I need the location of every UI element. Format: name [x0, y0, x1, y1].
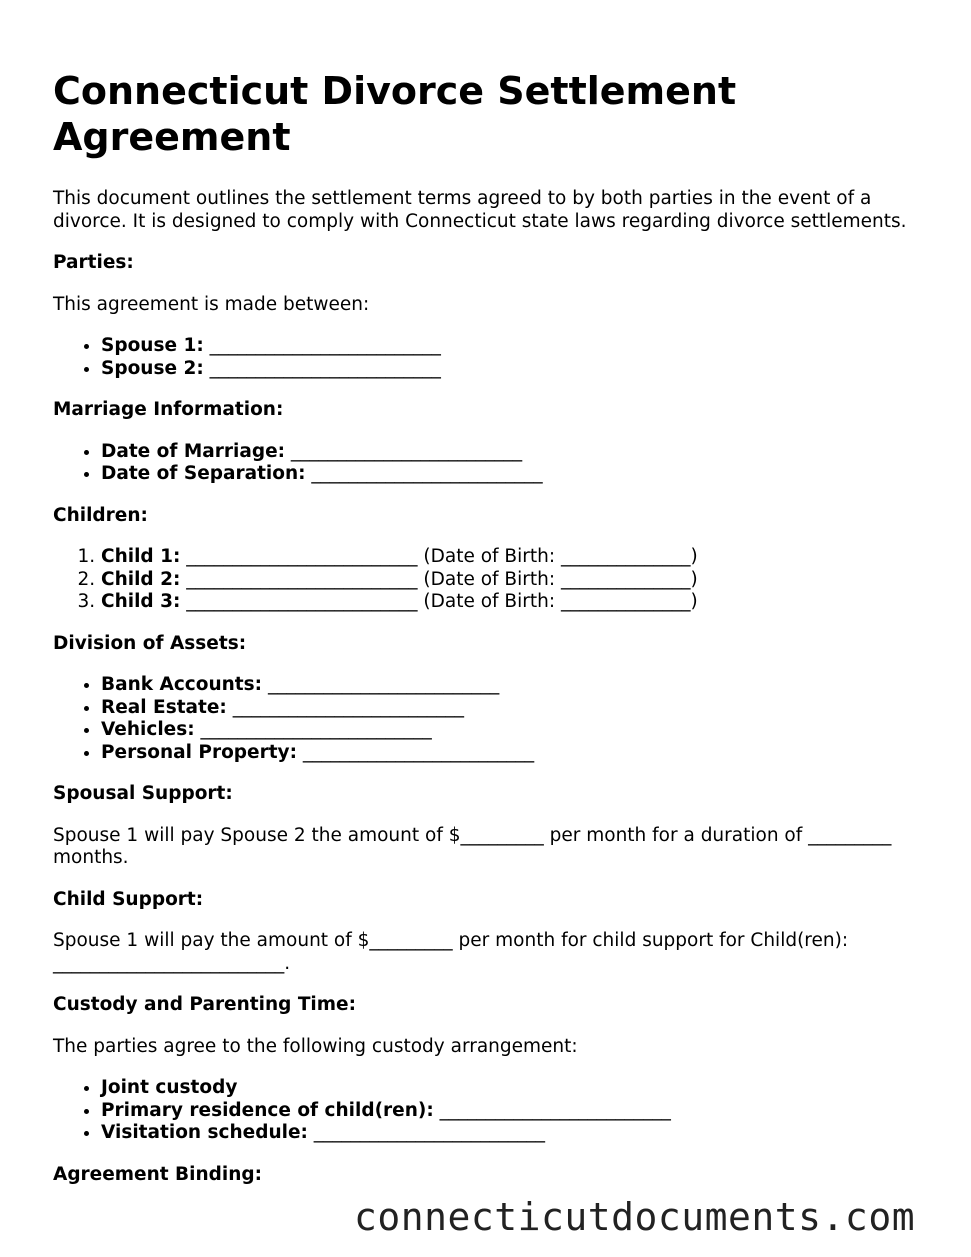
parties-list [53, 335, 913, 380]
list-item [101, 742, 913, 765]
list-item [101, 546, 913, 569]
child-2-blank: _________________________ (Date of Birth: ______________) [180, 568, 698, 590]
list-item [101, 697, 913, 720]
date-of-separation-blank: _________________________ [305, 463, 543, 484]
assets-list [53, 674, 913, 764]
list-item [101, 463, 913, 486]
list-item [101, 335, 913, 358]
assets-heading: Division of Assets: [53, 632, 247, 654]
site-watermark: connecticutdocuments.com [354, 1195, 916, 1239]
marriage-list [53, 441, 913, 486]
real-estate-label: Real Estate: [101, 696, 227, 718]
real-estate-blank: _________________________ [226, 696, 464, 718]
joint-custody-label: Joint custody [101, 1077, 238, 1098]
spousal-support-heading: Spousal Support: [53, 783, 233, 804]
custody-text: The parties agree to the following custody arrangement: [53, 1035, 578, 1057]
child-2-label: Child 2: [101, 568, 181, 590]
list-item [101, 591, 913, 614]
bank-accounts-label: Bank Accounts: [101, 674, 263, 695]
document-page [53, 68, 913, 1205]
custody-heading: Custody and Parenting Time: [53, 994, 357, 1015]
spousal-support-text: Spouse 1 will pay Spouse 2 the amount of $_________ per month for a duration of _________ months. [53, 824, 892, 868]
spouse-1-label: Spouse 1: [101, 335, 204, 356]
children-heading: Children: [53, 504, 148, 526]
child-3-blank: _________________________ (Date of Birth: ______________) [180, 591, 698, 612]
date-of-separation-label: Date of Separation: [101, 463, 306, 484]
agreement-binding-heading: Agreement Binding: [53, 1163, 263, 1185]
date-of-marriage-blank: _________________________ [285, 440, 523, 462]
list-item [101, 1077, 913, 1100]
child-1-blank: _________________________ (Date of Birth: ______________) [180, 546, 698, 567]
child-1-label: Child 1: [101, 546, 181, 567]
vehicles-blank: _________________________ [194, 719, 432, 740]
child-3-label: Child 3: [101, 591, 181, 612]
primary-residence-label: Primary residence of child(ren): [101, 1099, 434, 1121]
primary-residence-blank: _________________________ [433, 1099, 671, 1121]
children-list [53, 546, 913, 614]
marriage-heading: Marriage Information: [53, 399, 284, 420]
spouse-1-blank: _________________________ [203, 335, 441, 356]
child-support-text: Spouse 1 will pay the amount of $_________ per month for child support for Child(ren): _________________________. [53, 930, 849, 974]
list-item [101, 441, 913, 464]
list-item [101, 719, 913, 742]
personal-property-label: Personal Property: [101, 741, 297, 763]
intro-paragraph: This document outlines the settlement terms agreed to by both parties in the event of a divorce. It is designed to comply with Connecticut state laws regarding divorce settlements. [53, 188, 907, 232]
custody-list [53, 1077, 913, 1145]
parties-text: This agreement is made between: [53, 293, 370, 315]
list-item [101, 569, 913, 592]
list-item [101, 358, 913, 381]
personal-property-blank: _________________________ [297, 741, 535, 763]
visitation-schedule-blank: _________________________ [307, 1122, 546, 1143]
document-title: Connecticut Divorce Settlement Agreement [53, 69, 737, 159]
vehicles-label: Vehicles: [101, 719, 195, 740]
spouse-2-blank: _________________________ [203, 357, 441, 379]
list-item [101, 674, 913, 697]
bank-accounts-blank: _________________________ [262, 674, 500, 695]
spouse-2-label: Spouse 2: [101, 357, 204, 379]
list-item [101, 1100, 913, 1123]
date-of-marriage-label: Date of Marriage: [101, 440, 286, 462]
parties-heading: Parties: [53, 252, 134, 273]
list-item [101, 1122, 913, 1145]
visitation-schedule-label: Visitation schedule: [101, 1122, 308, 1143]
child-support-heading: Child Support: [53, 888, 204, 910]
